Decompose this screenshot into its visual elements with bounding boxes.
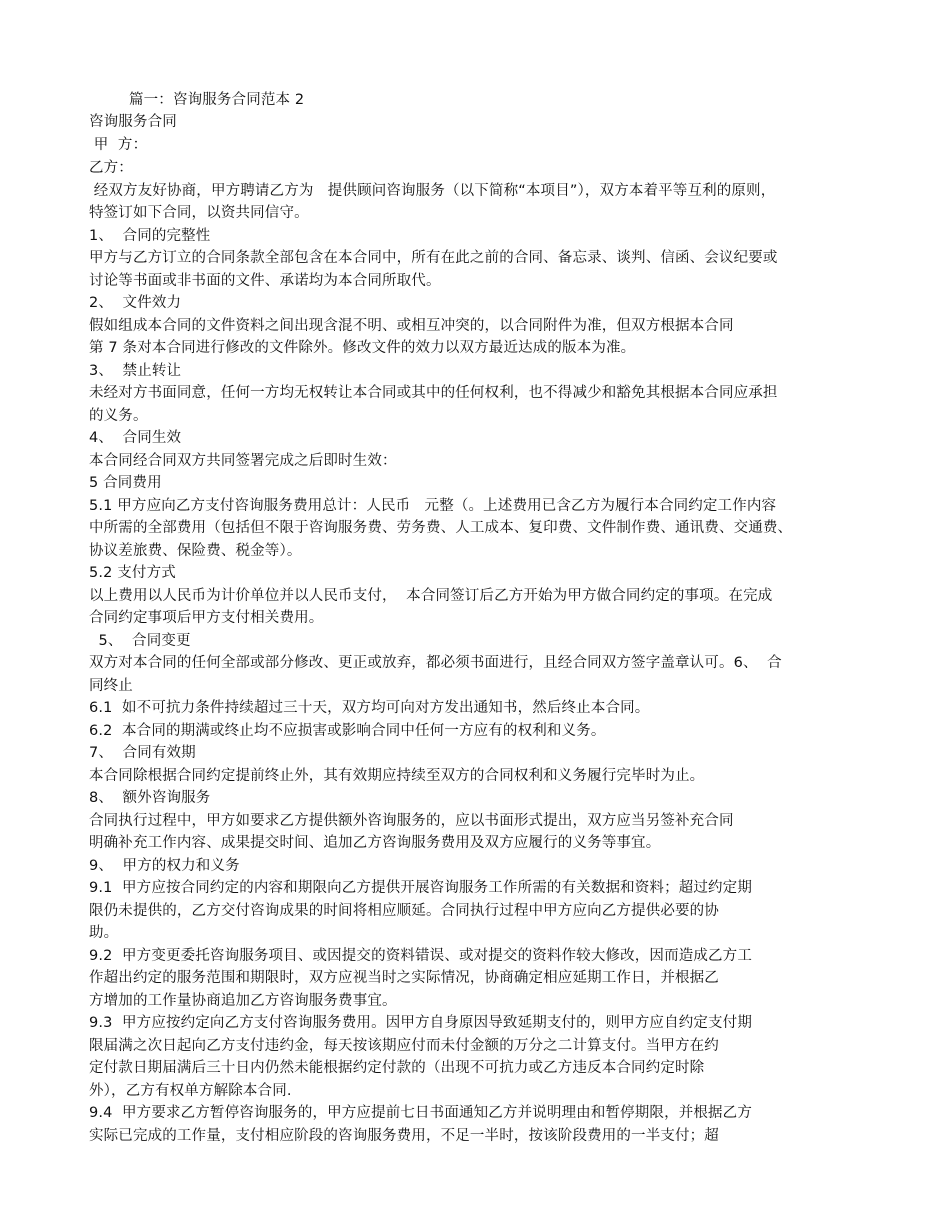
doc-line: 假如组成本合同的文件资料之间出现含混不明、或相互冲突的，以合同附件为准，但双方根据本合同 (89, 318, 734, 334)
section-heading: 2、 文件效力 (89, 295, 182, 311)
doc-line: 作超出约定的服务范围和期限时，双方应视当时之实际情况，协商确定相应延期工作日，并根据乙 (89, 970, 719, 986)
doc-line: 助。 (89, 925, 119, 941)
doc-line: 讨论等书面或非书面的文件、承诺均为本合同所取代。 (89, 273, 441, 289)
party-b-line: 乙方： (89, 160, 133, 176)
doc-line: 外），乙方有权单方解除本合同. (89, 1083, 292, 1099)
doc-line: 实际已完成的工作量，支付相应阶段的咨询服务费用，不足一半时，按该阶段费用的一半支付；超 (89, 1128, 719, 1144)
doc-line: 本合同经合同双方共同签署完成之后即时生效： (89, 453, 397, 469)
doc-line: 特签订如下合同，以资共同信守。 (89, 205, 309, 221)
doc-line: 9.2 甲方变更委托咨询服务项目、或因提交的资料错误、或对提交的资料作较大修改，因而造成乙方工 (89, 948, 752, 964)
doc-line: 协议差旅费、保险费、税金等）。 (89, 543, 302, 559)
doc-line: 的义务。 (89, 408, 148, 424)
party-a-line: 甲 方： (89, 137, 148, 153)
doc-line: 第 7 条对本合同进行修改的文件除外。修改文件的效力以双方最近达成的版本为准。 (89, 340, 636, 356)
doc-line: 合同约定事项后甲方支付相关费用。 (89, 610, 324, 626)
doc-line: 合同执行过程中，甲方如要求乙方提供额外咨询服务的，应以书面形式提出，双方应当另签补充合同 (89, 813, 734, 829)
doc-line: 6.2 本合同的期满或终止均不应损害或影响合同中任何一方应有的权利和义务。 (89, 723, 606, 739)
section-heading: 5 合同费用 (89, 475, 162, 491)
contract-heading: 咨询服务合同 (89, 114, 177, 130)
section-heading: 4、 合同生效 (89, 430, 182, 446)
doc-line: 本合同除根据合同约定提前终止外，其有效期应持续至双方的合同权利和义务履行完毕时为止。 (89, 768, 705, 784)
doc-line: 甲方与乙方订立的合同条款全部包含在本合同中，所有在此之前的合同、备忘录、谈判、信函、会议纪要或 (89, 250, 778, 266)
section-heading: 9、 甲方的权力和义务 (89, 858, 240, 874)
doc-title: 篇一：咨询服务合同范本 2 (129, 92, 305, 108)
doc-line: 限仍未提供的，乙方交付咨询成果的时间将相应顺延。合同执行过程中甲方应向乙方提供必要的协 (89, 903, 719, 919)
section-heading: 3、 禁止转让 (89, 363, 182, 379)
section-heading: 5、 合同变更 (89, 633, 191, 649)
section-heading: 1、 合同的完整性 (89, 228, 211, 244)
doc-line: 同终止 (89, 678, 133, 694)
doc-line: 9.3 甲方应按约定向乙方支付咨询服务费用。因甲方自身原因导致延期支付的，则甲方应自约定支付期 (89, 1015, 752, 1031)
doc-line: 9.4 甲方要求乙方暂停咨询服务的，甲方应提前七日书面通知乙方并说明理由和暂停期限，并根据乙方 (89, 1105, 752, 1121)
doc-line: 5.1 甲方应向乙方支付咨询服务费用总计：人民币 元整（。上述费用已含乙方为履行本合同约定工作内容 (89, 498, 777, 514)
doc-line: 中所需的全部费用（包括但不限于咨询服务费、劳务费、人工成本、复印费、文件制作费、通讯费、交通费、 (89, 520, 793, 536)
doc-line: 双方对本合同的任何全部或部分修改、更正或放弃，都必须书面进行，且经合同双方签字盖章认可。6、 合 (89, 655, 782, 671)
doc-line: 经双方友好协商，甲方聘请乙方为 提供顾问咨询服务（以下简称“本项目”），双方本着平等互利的原则， (89, 183, 776, 199)
doc-line: 6.1 如不可抗力条件持续超过三十天，双方均可向对方发出通知书，然后终止本合同。 (89, 700, 650, 716)
doc-line: 未经对方书面同意，任何一方均无权转让本合同或其中的任何权利，也不得减少和豁免其根据本合同应承担 (89, 385, 778, 401)
doc-line: 明确补充工作内容、成果提交时间、追加乙方咨询服务费用及双方应履行的义务等事宜。 (89, 835, 661, 851)
section-heading: 7、 合同有效期 (89, 745, 196, 761)
doc-line: 限届满之次日起向乙方支付违约金，每天按该期应付而未付金额的万分之二计算支付。当甲方在约 (89, 1038, 719, 1054)
doc-line: 方增加的工作量协商追加乙方咨询服务费事宜。 (89, 993, 397, 1009)
section-heading: 8、 额外咨询服务 (89, 790, 211, 806)
section-heading: 5.2 支付方式 (89, 565, 176, 581)
doc-line: 9.1 甲方应按合同约定的内容和期限向乙方提供开展咨询服务工作所需的有关数据和资料；超过约定期 (89, 880, 752, 896)
doc-line: 定付款日期届满后三十日内仍然未能根据约定付款的（出现不可抗力或乙方违反本合同约定时除 (89, 1060, 705, 1076)
doc-line: 以上费用以人民币为计价单位并以人民币支付， 本合同签订后乙方开始为甲方做合同约定的事项。在完成 (89, 588, 773, 604)
